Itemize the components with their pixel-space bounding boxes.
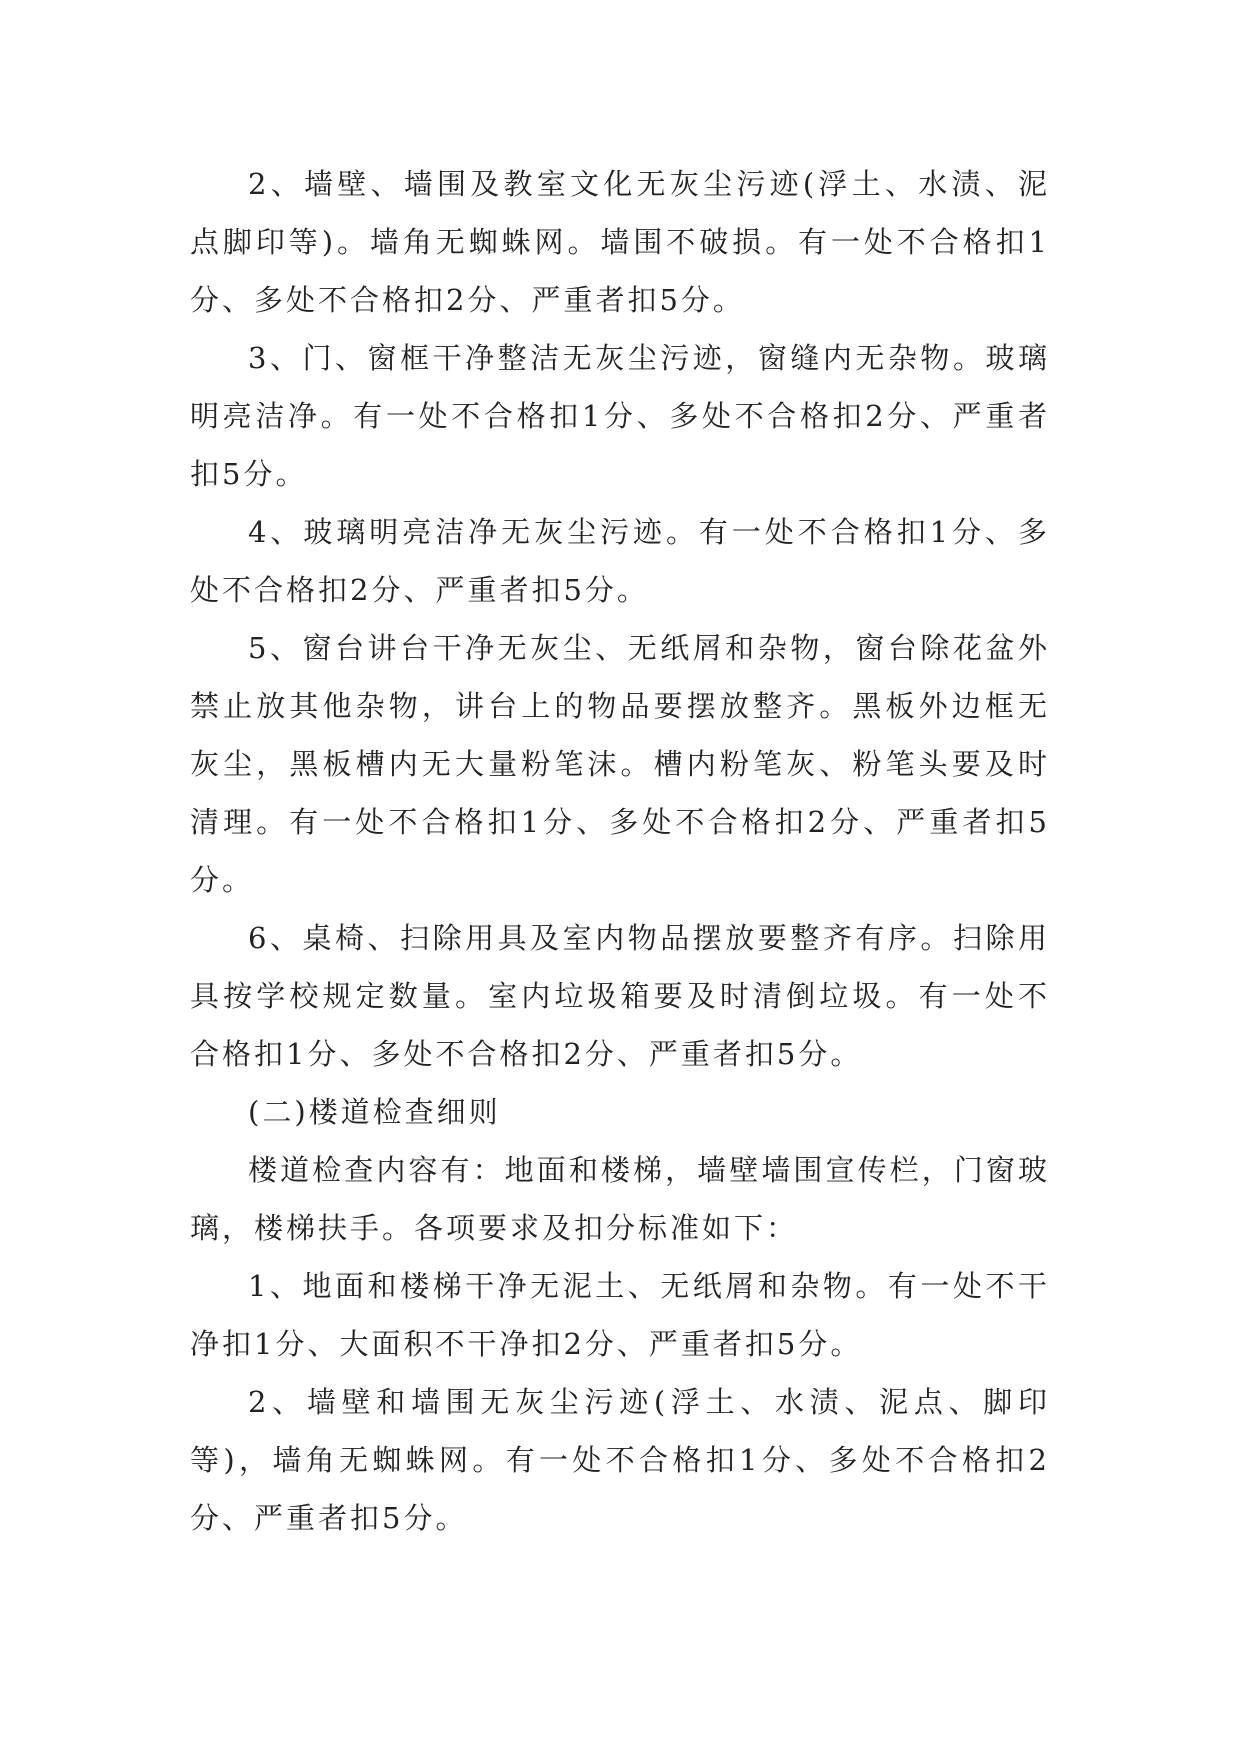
paragraph-floor-stairs: 1、地面和楼梯干净无泥土、无纸屑和杂物。有一处不干净扣1分、大面积不干净扣2分、严重者扣5分。 [190, 1269, 1050, 1361]
document-body [190, 155, 1050, 1547]
paragraph-classroom-walls: 2、墙壁、墙围及教室文化无灰尘污迹(浮土、水渍、泥点脚印等)。墙角无蜘蛛网。墙围不破损。有一处不合格扣1分、多处不合格扣2分、严重者扣5分。 [190, 167, 1050, 317]
paragraph-glass: 4、玻璃明亮洁净无灰尘污迹。有一处不合格扣1分、多处不合格扣2分、严重者扣5分。 [190, 515, 1050, 607]
section-heading-corridor: (二)楼道检查细则 [248, 1095, 501, 1129]
paragraph-windowsill-podium: 5、窗台讲台干净无灰尘、无纸屑和杂物，窗台除花盆外禁止放其他杂物，讲台上的物品要摆放整齐。黑板外边框无灰尘，黑板槽内无大量粉笔沫。槽内粉笔灰、粉笔头要及时清理。有一处不合格扣1分、多处不合格扣2分、严重者扣5分。 [190, 631, 1050, 897]
paragraph-doors-windows: 3、门、窗框干净整洁无灰尘污迹，窗缝内无杂物。玻璃明亮洁净。有一处不合格扣1分、多处不合格扣2分、严重者扣5分。 [190, 341, 1050, 491]
paragraph-corridor-intro: 楼道检查内容有：地面和楼梯，墙壁墙围宣传栏，门窗玻璃，楼梯扶手。各项要求及扣分标准如下： [190, 1153, 1050, 1245]
paragraph-desks-chairs: 6、桌椅、扫除用具及室内物品摆放要整齐有序。扫除用具按学校规定数量。室内垃圾箱要及时清倒垃圾。有一处不合格扣1分、多处不合格扣2分、严重者扣5分。 [190, 921, 1050, 1071]
paragraph-corridor-walls: 2、墙壁和墙围无灰尘污迹(浮土、水渍、泥点、脚印等)，墙角无蜘蛛网。有一处不合格扣1分、多处不合格扣2分、严重者扣5分。 [190, 1385, 1050, 1535]
